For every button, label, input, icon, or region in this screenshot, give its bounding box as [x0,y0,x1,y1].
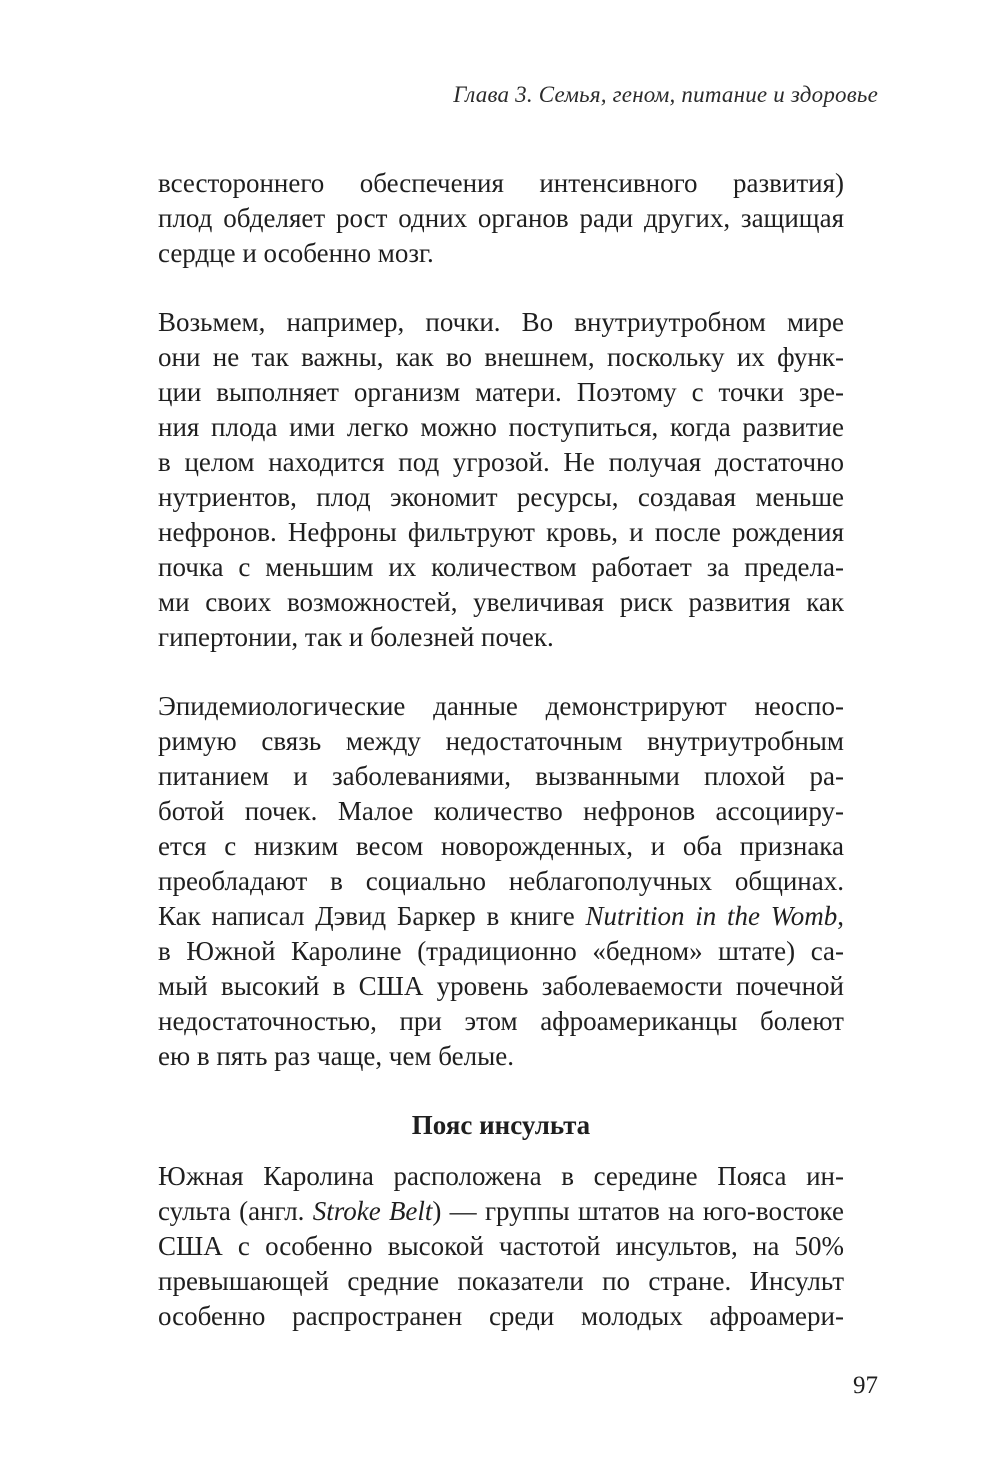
text-line: нутриентов, плод экономит ресурсы, создавая меньше [158,482,844,512]
text-line: в целом находится под угрозой. Не получая достаточно [158,447,844,477]
body-text [158,166,844,1334]
text-line: особенно распространен среди молодых афроамери- [158,1301,844,1331]
text-line: питанием и заболеваниями, вызванными плохой ра- [158,761,844,791]
text-line: Эпидемиологические данные демонстрируют неоспо- [158,691,844,721]
text-line: римую связь между недостаточным внутриутробным [158,726,844,756]
text-line: ния плода ими легко можно поступиться, когда развитие [158,412,844,442]
page-number: 97 [853,1372,878,1399]
text-line: ботой почек. Малое количество нефронов ассоцииру- [158,796,844,826]
text-line: они не так важны, как во внешнем, поскольку их функ- [158,342,844,372]
text-line: преобладают в социально неблагополучных общинах. [158,866,844,896]
text-line: Южная Каролина расположена в середине Пояса ин- [158,1161,844,1191]
book-title: Nutrition in the Womb [585,901,838,931]
text-line: недостаточностью, при этом афроамериканцы болеют [158,1006,844,1036]
text-line: Как написал Дэвид Баркер в книге Nutrition in the Womb, [158,901,844,931]
text-line: плод обделяет рост одних органов ради других, защищая [158,203,844,233]
text-line: ции выполняет организм матери. Поэтому с точки зре- [158,377,844,407]
text-line: почка с меньшим их количеством работает за предела- [158,552,844,582]
text-line: ется с низким весом новорожденных, и оба признака [158,831,844,861]
running-head: Глава 3. Семья, геном, питание и здоровье [453,82,878,107]
text-line: всестороннего обеспечения интенсивного развития) [158,168,844,198]
text-line: ми своих возможностей, увеличивая риск развития как [158,587,844,617]
paragraph-1 [158,166,844,271]
paragraph-3 [158,689,844,1074]
text-line: сердце и особенно мозг. [158,238,434,268]
english-term: Stroke Belt [312,1196,433,1226]
paragraph-4 [158,1159,844,1334]
text-line: Возьмем, например, почки. Во внутриутробном мире [158,307,844,337]
text-line: гипертонии, так и болезней почек. [158,622,554,652]
text-line: в Южной Каролине (традиционно «бедном» штате) са- [158,936,844,966]
text-line: сульта (англ. Stroke Belt) — группы штатов на юго-востоке [158,1196,844,1226]
text-line: превышающей средние показатели по стране. Инсульт [158,1266,844,1296]
text-line: США с особенно высокой частотой инсультов, на 50% [158,1231,844,1261]
section-heading: Пояс инсульта [411,1110,591,1140]
text-line: ею в пять раз чаще, чем белые. [158,1041,514,1071]
text-line: нефронов. Нефроны фильтруют кровь, и после рождения [158,517,844,547]
text-line: мый высокий в США уровень заболеваемости почечной [158,971,844,1001]
paragraph-2 [158,305,844,655]
